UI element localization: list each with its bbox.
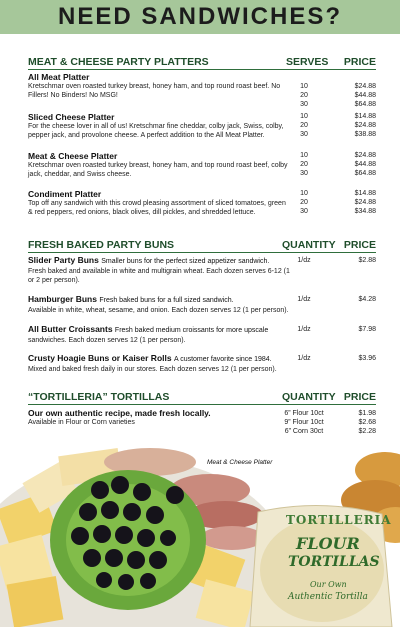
item-prices: $24.88 $44.88 $64.88	[354, 152, 376, 177]
menu-item-all-meat-platter	[28, 72, 376, 108]
price-column-header: PRICE	[343, 391, 376, 403]
item-description: Available in white, wheat, sesame, and onion. Each dozen serves 12 (1 per person).	[28, 307, 289, 314]
section-divider	[28, 252, 376, 253]
item-quantity: 1/dz	[297, 326, 311, 333]
bag-brand: TORTILLERIA	[286, 513, 392, 527]
price-column-header: PRICE	[343, 56, 376, 68]
item-quantity: 1/dz	[297, 257, 311, 264]
section-divider	[28, 69, 376, 70]
item-description: For the cheese lover in all of us! Kretschmar fine cheddar, colby jack, Swiss, colby, pepper jack, and provolone cheese. A perfect addition to the All Meat Platter.	[28, 123, 284, 139]
menu-item-hamburger-buns	[28, 294, 376, 315]
item-description: Kretschmar oven roasted turkey breast, honey ham, and top round roast beef. No Fillers! No Binders! No MSG!	[28, 83, 281, 99]
item-tagline: Fresh baked buns for a full sized sandwich.	[99, 297, 234, 304]
item-name: Slider Party Buns	[28, 255, 99, 265]
item-name: Crusty Hoagie Buns or Kaiser Rolls	[28, 353, 172, 363]
item-description: sandwiches. Each dozen serves 12 (1 per person).	[28, 337, 186, 344]
platters-section-header	[28, 56, 376, 70]
tortillas-section-header	[28, 391, 376, 405]
item-name: Our own authentic recipe, made fresh locally.	[28, 408, 211, 418]
item-name: Condiment Platter	[28, 189, 102, 199]
item-name: Sliced Cheese Platter	[28, 112, 115, 122]
menu-item-condiment-platter	[28, 189, 376, 217]
item-name: All Butter Croissants	[28, 324, 113, 334]
quantity-column-header: QUANTITY	[282, 239, 336, 251]
item-tagline: Fresh baked medium croissants for more upscale	[114, 327, 269, 334]
item-tagline: A customer favorite since 1984.	[173, 356, 272, 363]
item-name: Meat & Cheese Platter	[28, 151, 118, 161]
item-name: All Meat Platter	[28, 72, 90, 82]
item-serves: 10 20 30	[300, 113, 308, 138]
photo-caption: Meat & Cheese Platter	[207, 459, 273, 466]
page-title: NEED SANDWICHES?	[57, 3, 342, 30]
item-serves: 10 20 30	[300, 83, 308, 108]
item-price: $4.28	[358, 296, 376, 303]
item-price: $3.96	[358, 355, 376, 362]
bag-line-authentic: Authentic Tortilla	[288, 592, 368, 602]
item-name: Hamburger Buns	[28, 294, 97, 304]
bag-line-our-own: Our Own	[310, 580, 347, 589]
item-tagline: Smaller buns for the perfect sized appetizer sandwich.	[101, 258, 270, 265]
menu-item-hoagie-buns	[28, 353, 376, 374]
page-header	[0, 0, 400, 34]
platters-section-title: MEAT & CHEESE PARTY PLATTERS	[28, 56, 209, 68]
tortillas-section-title: “TORTILLERIA” TORTILLAS	[28, 391, 170, 403]
item-description: Top off any sandwich with this crowd pleasing assortment of sliced tomatoes, green & red peppers, red onions, black olives, dill pickles, and shredded lettuce.	[28, 200, 286, 216]
item-description: Mixed and baked fresh daily in our stores. Each dozen serves 12 (1 per person).	[28, 366, 277, 373]
item-serves: 10 20 30	[300, 152, 308, 177]
bag-line-tortillas: TORTILLAS	[288, 554, 380, 570]
item-price: $7.98	[358, 326, 376, 333]
bag-line-flour: FLOUR	[296, 534, 360, 553]
item-serves: 10 20 30	[300, 190, 308, 215]
menu-item-all-butter-croissants	[28, 324, 376, 345]
price-column-header: PRICE	[343, 239, 376, 251]
quantity-column-header: QUANTITY	[282, 391, 336, 403]
menu-item-slider-party-buns	[28, 255, 376, 285]
item-prices: $24.88 $44.88 $64.88	[354, 83, 376, 108]
section-divider	[28, 404, 376, 405]
menu-item-tortillas	[28, 408, 376, 435]
item-price: $2.88	[358, 257, 376, 264]
item-quantity: 1/dz	[297, 355, 311, 362]
item-prices: $14.88 $24.88 $34.88	[354, 190, 376, 215]
item-quantity: 1/dz	[297, 296, 311, 303]
item-prices: $14.88 $24.88 $38.88	[354, 113, 376, 138]
menu-item-sliced-cheese-platter	[28, 112, 376, 140]
serves-column-header: SERVES	[286, 56, 329, 68]
item-description: Kretschmar oven roasted turkey breast, honey ham, and top round roast beef, colby jack, cheddar, and Swiss cheese.	[28, 162, 288, 178]
menu-item-meat-cheese-platter	[28, 151, 376, 179]
item-quantity: 6” Flour 10ct 9” Flour 10ct 6” Corn 30ct	[284, 410, 324, 435]
item-prices: $1.98 $2.68 $2.28	[358, 410, 376, 435]
buns-section-title: FRESH BAKED PARTY BUNS	[28, 239, 175, 251]
buns-section-header	[28, 239, 376, 253]
item-description: Available in Flour or Corn varieties	[28, 419, 135, 426]
item-description: Fresh baked and available in white and multigrain wheat. Each dozen serves 6-12 (1 or 2 per person).	[28, 268, 290, 284]
